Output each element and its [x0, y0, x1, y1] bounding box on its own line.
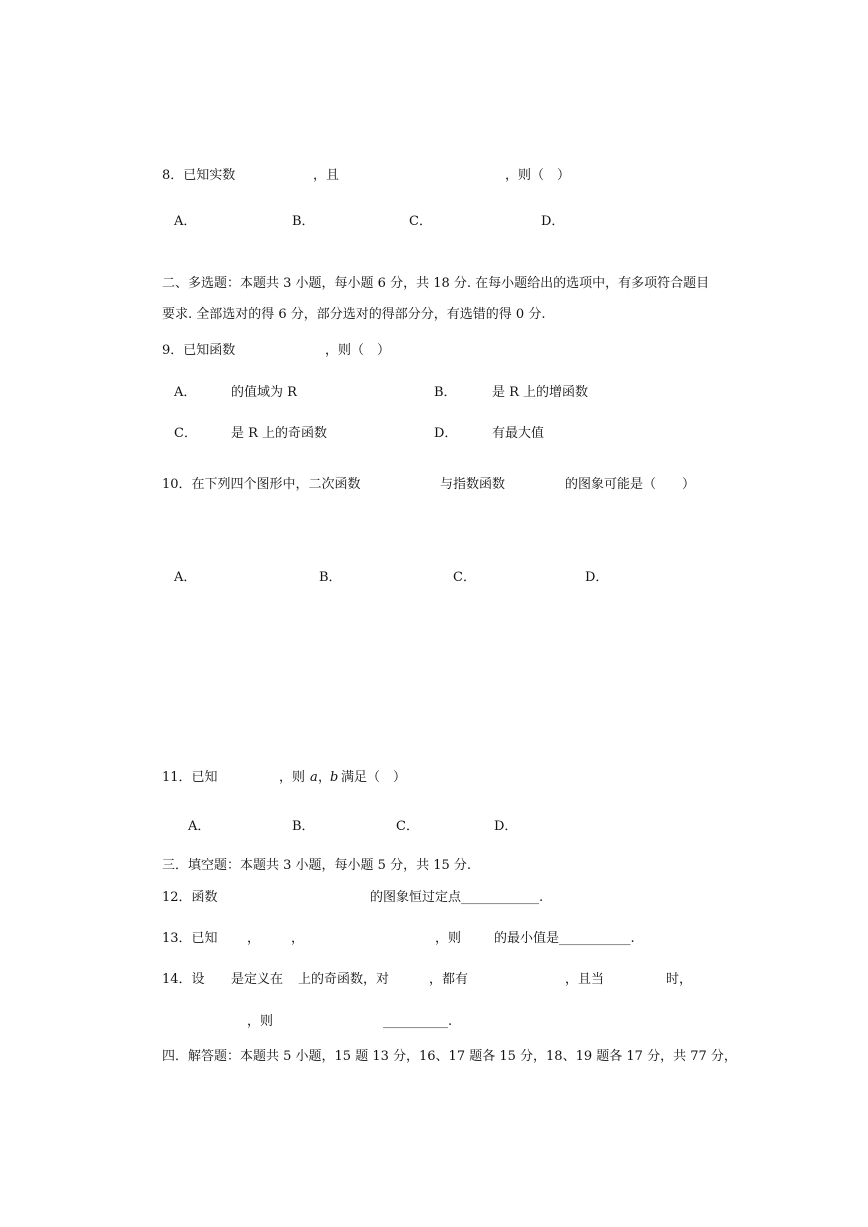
q13-comma-2: ， [291, 931, 305, 946]
q11-comma: ， [318, 770, 332, 785]
q8-stem-mid: ，且 [313, 168, 340, 183]
q9-option-d-text: 有最大值 [492, 426, 545, 441]
q14-answer-blank: __________. [383, 1014, 453, 1029]
q13-stem-end: 的最小值是___________. [494, 931, 635, 946]
q9-option-b-label: B． [434, 385, 457, 400]
q10-stem-prefix: 10．在下列四个图形中，二次函数 [162, 477, 361, 492]
q8-option-d: D． [541, 214, 565, 229]
q14-stem-part6: 时， [666, 972, 693, 987]
q8-option-c: C． [409, 214, 432, 229]
q9-option-a-label: A． [174, 385, 197, 400]
q14-line2-then: ，则 [247, 1014, 274, 1029]
q14-stem-part3: 上的奇函数，对 [298, 972, 390, 987]
q9-option-b-text: 是 R 上的增函数 [492, 385, 589, 400]
q14-stem-prefix: 14．设 [162, 972, 205, 987]
q9-option-c-label: C． [174, 426, 197, 441]
section4-instructions: 四．解答题：本题共 5 小题，15 题 13 分，16、17 题各 15 分，18、19 题各 17 分，共 77 分， [162, 1049, 737, 1064]
q10-option-c: C． [453, 570, 476, 585]
q9-option-c-text: 是 R 上的奇函数 [231, 426, 328, 441]
section3-instructions: 三．填空题：本题共 3 小题，每小题 5 分，共 15 分. [162, 858, 472, 873]
q8-option-b: B． [292, 214, 315, 229]
q12-stem-end: 的图象恒过定点____________. [370, 890, 544, 905]
q14-stem-part2: 是定义在 [231, 972, 284, 987]
q8-stem-prefix: 8．已知实数 [162, 168, 236, 183]
q11-option-d: D． [494, 819, 518, 834]
q10-option-b: B． [319, 570, 342, 585]
section2-instructions-line2: 要求. 全部选对的得 6 分，部分选对的得部分分，有选错的得 0 分. [162, 307, 546, 322]
q8-option-a: A． [174, 214, 197, 229]
q11-var-a: a [310, 770, 318, 785]
q11-option-b: B． [292, 819, 315, 834]
q13-stem-prefix: 13．已知 [162, 931, 218, 946]
q10-option-a: A． [174, 570, 197, 585]
q11-option-c: C． [396, 819, 419, 834]
q11-var-b: b [330, 770, 339, 785]
q12-stem-prefix: 12．函数 [162, 890, 218, 905]
q9-stem-prefix: 9．已知函数 [162, 343, 236, 358]
q13-stem-then: ，则 [435, 931, 462, 946]
section2-instructions-line1: 二、多选题：本题共 3 小题，每小题 6 分，共 18 分. 在每小题给出的选项中，有多项符合题目 [162, 276, 710, 291]
q10-stem-end: 的图象可能是（ ） [565, 477, 696, 492]
q14-stem-part4: ，都有 [429, 972, 469, 987]
q10-stem-mid: 与指数函数 [440, 477, 506, 492]
q11-option-a: A． [188, 819, 211, 834]
q10-option-d: D． [585, 570, 609, 585]
q9-option-d-label: D． [434, 426, 458, 441]
q8-stem-end: ，则（ ） [505, 168, 571, 183]
q11-stem-prefix: 11．已知 [162, 770, 218, 785]
q9-option-a-text: 的值域为 R [231, 385, 297, 400]
q14-stem-part5: ，且当 [565, 972, 605, 987]
q13-comma-1: ， [247, 931, 261, 946]
q11-stem-mid: ，则 [279, 770, 306, 785]
q11-stem-end: 满足（ ） [341, 770, 407, 785]
q9-stem-end: ，则（ ） [325, 343, 391, 358]
